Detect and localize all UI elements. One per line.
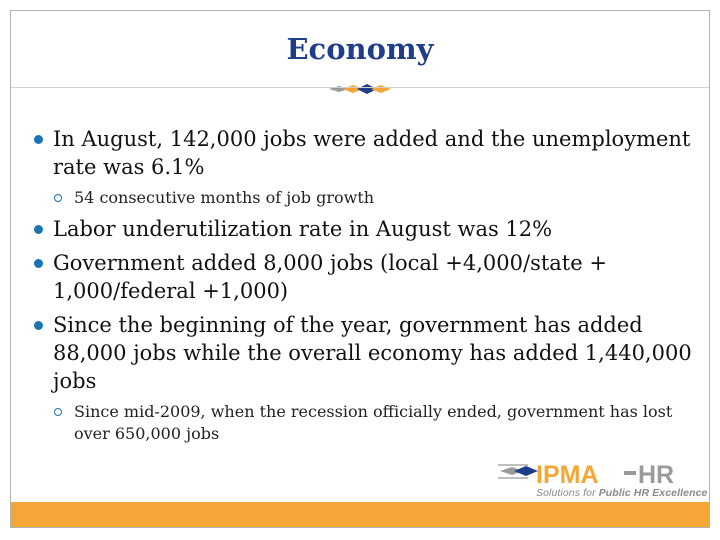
- bullet-list: [34, 125, 694, 451]
- bullet-dot-icon: [34, 321, 43, 330]
- bullet-text: In August, 142,000 jobs were added and the unemployment rate was 6.1%: [53, 127, 691, 179]
- bullet-item: [34, 311, 694, 395]
- bullet-item: [34, 125, 694, 181]
- bullet-text: Labor underutilization rate in August was 12%: [53, 217, 553, 241]
- logo-tagline: [536, 487, 707, 499]
- bullet-dot-icon: [34, 259, 43, 268]
- bullet-item: [34, 215, 694, 243]
- title-band: [11, 11, 709, 85]
- ipma-hr-logo: [498, 458, 708, 502]
- footer-bar: [11, 502, 709, 527]
- bullet-dot-icon: [34, 225, 43, 234]
- sub-bullet-circle-icon: [54, 408, 62, 416]
- logo-tagline-prefix: Solutions for: [536, 487, 599, 499]
- sub-bullet-item: [34, 401, 694, 445]
- sub-bullet-circle-icon: [54, 194, 62, 202]
- logo-tagline-bold: Public HR Excellence: [598, 487, 708, 499]
- bullet-text: Government added 8,000 jobs (local +4,000/state + 1,000/federal +1,000): [53, 251, 607, 303]
- title-ornament-icon: [329, 78, 391, 98]
- ipma-hr-logo-mark-icon: [498, 458, 704, 488]
- bullet-item: [34, 249, 694, 305]
- logo-brand-left: IPMA: [536, 461, 599, 488]
- slide-title: Economy: [286, 32, 434, 66]
- logo-brand-right: HR: [638, 461, 675, 488]
- sub-bullet-item: [34, 187, 694, 209]
- title-divider: [11, 87, 709, 88]
- sub-bullet-text: Since mid-2009, when the recession officially ended, government has lost over 650,000 jobs: [74, 402, 673, 443]
- bullet-text: Since the beginning of the year, government has added 88,000 jobs while the overall economy has added 1,440,000 jobs: [53, 313, 692, 393]
- bullet-dot-icon: [34, 135, 43, 144]
- sub-bullet-text: 54 consecutive months of job growth: [74, 188, 375, 207]
